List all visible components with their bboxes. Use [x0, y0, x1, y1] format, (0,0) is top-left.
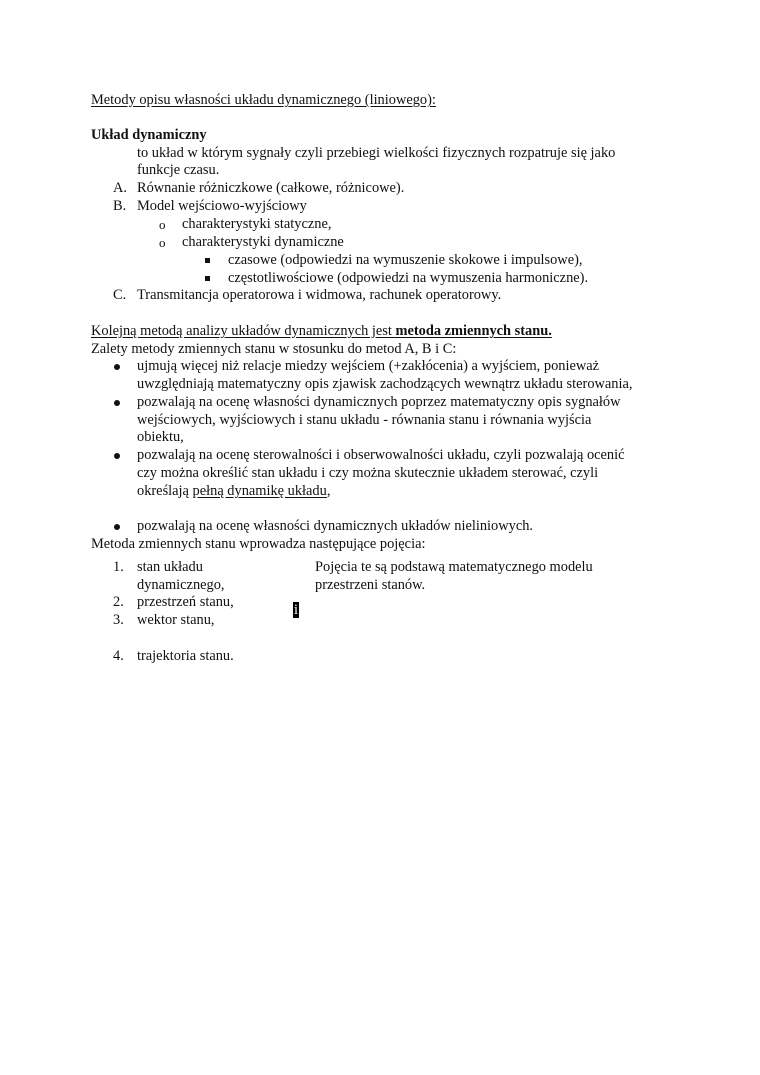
bullet-icon	[114, 453, 120, 459]
advantage-1-line1: ujmują więcej niż relacje miedzy wejściem (+zakłócenia) a wyjściem, ponieważ	[137, 358, 600, 374]
concepts-note-line1: Pojęcia te są podstawą matematycznego modelu	[315, 559, 593, 575]
advantage-3-line1: pozwalają na ocenę sterowalności i obserwowalności układu, czyli pozwalają ocenić	[137, 447, 625, 463]
section-desc-line1: to układ w którym sygnały czyli przebiegi wielkości fizycznych rozpatruje się jako	[137, 145, 616, 161]
bullet-icon	[114, 364, 120, 370]
circle-marker: o	[159, 235, 166, 250]
concept-marker-3: 3.	[113, 612, 124, 628]
method-a-text: Równanie różniczkowe (całkowe, różnicowe).	[137, 180, 405, 196]
advantage-2-line3: obiektu,	[137, 429, 184, 445]
section-title: Układ dynamiczny	[91, 127, 207, 143]
concept-3-line1: wektor stanu,	[137, 612, 215, 628]
intro-emphasis: metoda zmiennych stanu.	[395, 323, 552, 339]
advantage-3-prefix: określają	[137, 483, 193, 499]
method-marker-c: C.	[113, 287, 127, 303]
concept-1-line2: dynamicznego,	[137, 577, 225, 593]
advantage-3-suffix: ,	[326, 483, 331, 499]
advantages-label: Zalety metody zmiennych stanu w stosunku do metod A, B i C:	[91, 341, 457, 357]
intro-text: Kolejną metodą analizy układów dynamicznych jest	[91, 323, 396, 339]
sub-b-item-2: charakterystyki dynamiczne	[182, 234, 344, 250]
square-bullet-icon	[205, 258, 210, 263]
method-b-text: Model wejściowo-wyjściowy	[137, 198, 307, 214]
concept-1-line1: stan układu	[137, 559, 203, 575]
advantage-4-line1: pozwalają na ocenę własności dynamicznych układów nieliniowych.	[137, 518, 534, 534]
bullet-icon	[114, 400, 120, 406]
square-bullet-icon	[205, 276, 210, 281]
intro-paragraph	[91, 323, 552, 341]
concept-marker-4: 4.	[113, 648, 124, 664]
concept-4-line1: trajektoria stanu.	[137, 648, 234, 664]
concept-2-line1: przestrzeń stanu,	[137, 594, 234, 610]
concepts-note-line2: przestrzeni stanów.	[315, 577, 426, 593]
advantage-2-line1: pozwalają na ocenę własności dynamicznych poprzez matematyczny opis sygnałów	[137, 394, 621, 410]
sub-dyn-item-1: czasowe (odpowiedzi na wymuszenie skokowe i impulsowe),	[228, 252, 583, 268]
sub-b-item-1: charakterystyki statyczne,	[182, 216, 332, 232]
method-c-text: Transmitancja operatorowa i widmowa, rachunek operatorowy.	[137, 287, 502, 303]
concept-marker-2: 2.	[113, 594, 124, 610]
concepts-label: Metoda zmiennych stanu wprowadza następujące pojęcia:	[91, 536, 426, 552]
advantage-2-line2: wejściowych, wyjściowych i stanu układu - równania stanu i równania wyjścia	[137, 412, 592, 428]
circle-marker: o	[159, 217, 166, 232]
method-marker-b: B.	[113, 198, 127, 214]
advantage-3-line2: czy można określić stan układu i czy można skutecznie układem sterować, czyli	[137, 465, 599, 481]
bullet-icon	[114, 524, 120, 530]
section-desc-line2: funkcje czasu.	[137, 162, 220, 178]
method-marker-a: A.	[113, 180, 127, 196]
advantage-1-line2: uwzględniają matematyczny opis zjawisk zachodzących wewnątrz układu sterowania,	[137, 376, 633, 392]
concept-marker-1: 1.	[113, 559, 124, 575]
advantage-3-line3	[137, 483, 330, 501]
advantage-3-underlined: pełną dynamikę układu	[192, 483, 327, 499]
sub-dyn-item-2: częstotliwościowe (odpowiedzi na wymuszenia harmoniczne).	[228, 270, 589, 286]
text-cursor-selection[interactable]: i	[294, 602, 298, 618]
document-heading: Metody opisu własności układu dynamicznego (liniowego):	[91, 92, 436, 108]
